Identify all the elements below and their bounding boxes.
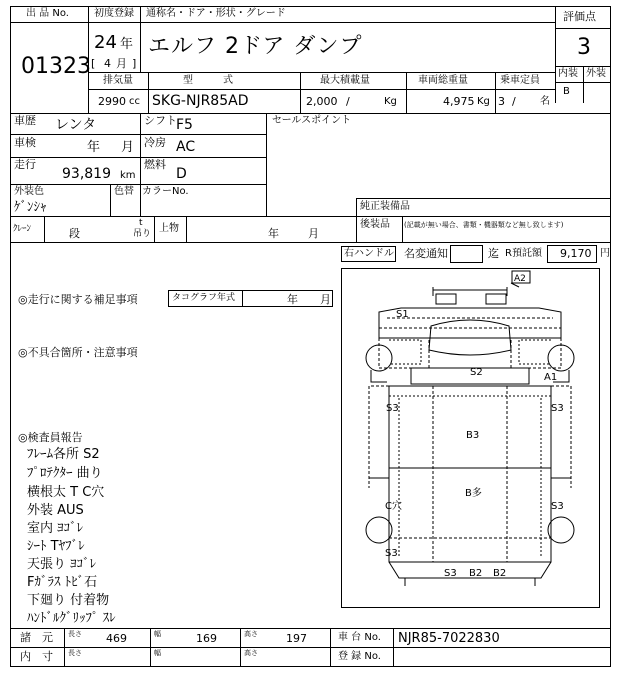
color-change-label: 色替 [114, 186, 134, 197]
crane-hook-unit: 吊り [133, 229, 152, 239]
chassis-label: 車 台 No. [338, 632, 381, 643]
mark-a2: A2 [514, 274, 526, 284]
history-label: 車歴 [14, 114, 36, 127]
gross-weight-label: 車両総重量 [418, 75, 468, 86]
aftermarket-note: (記載が無い場合、書類・機器類など無し致します) [404, 221, 564, 229]
displacement-label: 排気量 [103, 75, 133, 86]
lot-label: 出 品 No. [26, 8, 69, 19]
capacity: 3 [498, 95, 505, 108]
gross-weight: 4,975 [443, 95, 475, 108]
shift-label: シフト [144, 114, 177, 127]
color-no-label: カラーNo. [142, 186, 189, 197]
year-unit: 年 [120, 37, 134, 52]
first-reg-year: 24 [94, 32, 117, 53]
inspector-item: ﾌﾟﾛﾃｸﾀｰ 曲り [27, 466, 103, 481]
steering: 右ハンドル [344, 248, 394, 259]
gross-weight-unit: Kg [477, 96, 490, 107]
mark-b3: B3 [466, 430, 480, 441]
first-reg-month: 4 [104, 57, 111, 70]
mount-month-unit: 月 [308, 227, 319, 240]
mark-s3-left-bottom: S3 [385, 548, 398, 559]
inspector-item: 天張り ﾖｺﾞﾚ [27, 557, 97, 572]
model: SKG-NJR85AD [152, 93, 249, 109]
mark-b2-bottom1: B2 [469, 568, 483, 579]
tachograph-label: タコグラフ年式 [172, 293, 236, 303]
lot-number: 01323 [21, 54, 91, 79]
displacement: 2990 [98, 95, 126, 108]
inspection-month-unit: 月 [121, 140, 135, 155]
length: 469 [106, 632, 127, 645]
car-name-label: 通称名・ドア・形状・グレード [146, 8, 286, 19]
inspector-item: 横根太 T C穴 [27, 485, 105, 500]
mark-s3-left: S3 [386, 403, 399, 414]
truck-damage-diagram [341, 268, 600, 608]
displacement-unit: cc [129, 96, 140, 107]
inspector-item: ｼｰﾄ Tﾔﾌﾞﾚ [27, 539, 85, 554]
chassis-number: NJR85-7022830 [398, 631, 500, 646]
inspection-year-unit: 年 [87, 140, 101, 155]
model-label: 型 式 [183, 75, 233, 86]
inspector-item: 外装 AUS [27, 503, 84, 518]
car-name: エルフ 2ドア ダンプ [148, 34, 363, 59]
name-change-label: 名変通知 [404, 247, 448, 260]
r-deposit-label: R預託額 [505, 248, 542, 259]
mileage: 93,819 [62, 166, 111, 182]
r-deposit: 9,170 [560, 247, 592, 260]
width: 169 [196, 632, 217, 645]
mileage-label: 走行 [14, 158, 36, 171]
length-label: 長さ [68, 630, 82, 638]
mark-s3-right: S3 [551, 403, 564, 414]
interior-grade-label: 内装 [558, 68, 578, 79]
inspector-item: 室内 ﾖｺﾞﾚ [27, 521, 84, 536]
inspection-label: 車検 [14, 136, 36, 149]
max-load-unit: Kg [384, 96, 397, 107]
tachograph-year-unit: 年 [287, 293, 298, 306]
mark-s3-bottom: S3 [444, 568, 457, 579]
fuel-label: 燃料 [144, 158, 166, 171]
inner-dimensions-label: 内 寸 [20, 650, 53, 663]
first-reg-label: 初度登録 [94, 8, 134, 19]
cooling-label: 冷房 [144, 136, 166, 149]
selling-points-label: セールスポイント [272, 115, 352, 126]
defects-label: ◎不具合箇所・注意事項 [18, 346, 138, 359]
inspector-label: ◎検査員報告 [18, 431, 83, 444]
ext-color: ｹﾞﾝｼｬ [14, 200, 47, 215]
height: 197 [286, 632, 307, 645]
mark-s1: S1 [396, 309, 409, 320]
month-unit: 月 [116, 57, 127, 70]
crane-label: ｸﾚｰﾝ [13, 224, 32, 234]
mark-b2-bottom2: B2 [493, 568, 507, 579]
inspector-item: ﾌﾚｰﾑ各所 S2 [27, 447, 100, 462]
max-load: 2,000 [306, 95, 338, 108]
inner-width-label: 幅 [154, 649, 161, 657]
yen-unit: 円 [600, 248, 610, 259]
interior-grade: B [563, 86, 570, 97]
inspector-item: Fｶﾞﾗｽ ﾄﾋﾞ石 [27, 575, 98, 590]
mileage-unit: km [120, 170, 136, 181]
mark-b-many: B多 [465, 488, 482, 499]
aftermarket-label: 後装品 [360, 219, 390, 230]
capacity-unit: 名 [540, 96, 550, 107]
width-label: 幅 [154, 630, 161, 638]
grade-label: 評価点 [563, 10, 596, 23]
crane-stage-unit: 段 [69, 227, 80, 240]
mount-label: 上物 [159, 223, 179, 234]
height-label: 高さ [244, 630, 258, 638]
mount-year-unit: 年 [268, 227, 279, 240]
mark-a1: A1 [544, 372, 558, 383]
grade-value: 3 [577, 35, 591, 60]
inspector-item: 下廻り 付着物 [27, 593, 110, 608]
genuine-equipment-label: 純正装備品 [360, 201, 410, 212]
cooling: AC [176, 139, 196, 155]
fuel: D [176, 166, 187, 182]
crane-ton-unit: t [139, 218, 143, 228]
mark-c-hole: C穴 [385, 501, 402, 512]
history: レンタ [55, 117, 97, 133]
max-load-label: 最大積載量 [320, 75, 370, 86]
tachograph-month-unit: 月 [320, 293, 331, 306]
inner-length-label: 長さ [68, 649, 82, 657]
mark-s2: S2 [470, 367, 483, 378]
ext-color-label: 外装色 [14, 186, 44, 197]
registration-label: 登 録 No. [338, 651, 381, 662]
mark-s3-right2: S3 [551, 501, 564, 512]
capacity-label: 乗車定員 [500, 75, 540, 86]
remaining-mark: 迄 [488, 247, 499, 260]
inner-height-label: 高さ [244, 649, 258, 657]
exterior-grade-label: 外装 [586, 68, 606, 79]
name-change-box [450, 245, 483, 263]
specs-label: 諸 元 [20, 631, 53, 644]
inspector-item: ﾊﾝﾄﾞﾙｸﾞﾘｯﾌﾟ ｽﾚ [27, 611, 116, 626]
driving-notes-label: ◎走行に関する補足事項 [18, 293, 138, 306]
shift: F5 [176, 117, 193, 133]
